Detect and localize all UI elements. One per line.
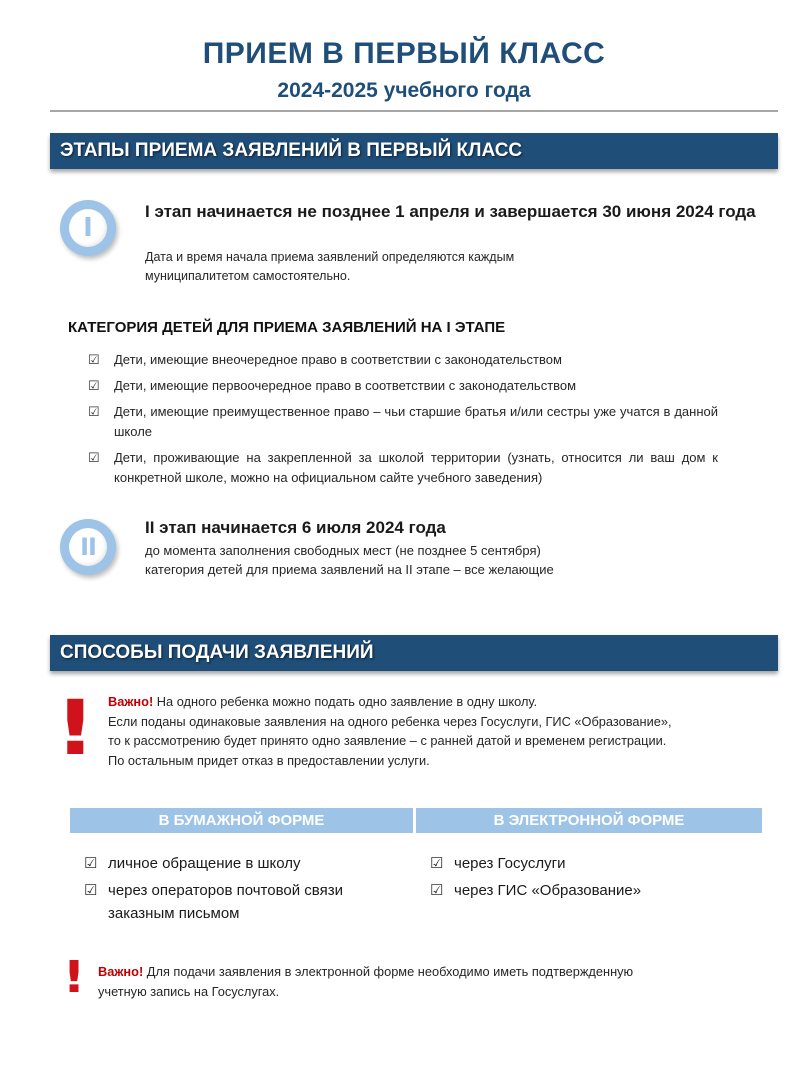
electronic-form-header: В ЭЛЕКТРОННОЙ ФОРМЕ [416, 808, 762, 833]
warning-two-line: учетную запись на Госуслугах. [98, 983, 280, 999]
warning-one-text [108, 692, 778, 770]
warning-one-line: На одного ребенка можно подать одно заявление в одну школу. [153, 694, 538, 709]
paper-method-text: через операторов почтовой связи заказным письмом [108, 882, 343, 922]
warning-one-line: По остальным придет отказ в предоставлении услуги. [108, 752, 430, 768]
title-divider [50, 110, 778, 112]
category-item [88, 350, 718, 370]
stage-one-roman-icon [60, 200, 116, 256]
section-heading-methods: СПОСОБЫ ПОДАЧИ ЗАЯВЛЕНИЙ [60, 642, 374, 663]
checkbox-checked-icon: ☑ [84, 882, 98, 899]
checkbox-checked-icon: ☑ [88, 404, 100, 419]
important-label: Важно! [98, 964, 144, 979]
warning-two-text [98, 962, 778, 1001]
stage-one-heading: I этап начинается не позднее 1 апреля и завершается 30 июня 2024 года [145, 202, 756, 221]
checkbox-checked-icon: ☑ [430, 882, 444, 899]
paper-method-item [84, 879, 364, 925]
stage-one-desc-line: муниципалитетом самостоятельно. [145, 269, 351, 283]
paper-method-item [84, 852, 364, 875]
categories-heading: КАТЕГОРИЯ ДЕТЕЙ ДЛЯ ПРИЕМА ЗАЯВЛЕНИЙ НА I ЭТАПЕ [68, 319, 506, 336]
warning-two-line: Для подачи заявления в электронной форме необходимо иметь подтвержденную [143, 964, 634, 979]
exclamation-warning-icon: ! [54, 683, 97, 772]
paper-method-text: личное обращение в школу [108, 855, 301, 872]
category-text: Дети, проживающие на закрепленной за школой территории (узнать, относится ли ваш дом к конкретной школе, можно на официальном сайте учебного заведения) [114, 450, 718, 485]
electronic-method-item [430, 852, 750, 875]
warning-one-line: Если поданы одинаковые заявления на одного ребенка через Госуслуги, ГИС «Образование», [108, 713, 672, 729]
checkbox-checked-icon: ☑ [88, 378, 100, 393]
checkbox-checked-icon: ☑ [88, 450, 100, 465]
stage-one-description [145, 248, 514, 286]
category-item [88, 376, 718, 396]
category-text: Дети, имеющие преимущественное право – чьи старшие братья и/или сестры уже учатся в данной школе [114, 404, 718, 439]
category-item [88, 448, 718, 488]
electronic-method-item [430, 879, 750, 902]
electronic-method-text: через Госуслуги [454, 855, 566, 872]
checkbox-checked-icon: ☑ [430, 855, 444, 872]
page-title: ПРИЕМ В ПЕРВЫЙ КЛАСС [202, 37, 606, 70]
stage-two-heading: II этап начинается 6 июля 2024 года [145, 518, 446, 537]
checkbox-checked-icon: ☑ [88, 352, 100, 367]
section-header-methods [50, 635, 778, 671]
paper-form-header: В БУМАЖНОЙ ФОРМЕ [70, 808, 413, 833]
section-header-stages [50, 133, 778, 169]
category-text: Дети, имеющие первоочередное право в соответствии с законодательством [114, 378, 577, 393]
stage-two-description [145, 541, 554, 579]
category-item [88, 402, 718, 442]
page-subtitle: 2024-2025 учебного года [277, 79, 531, 102]
stage-one-numeral: I [83, 213, 93, 243]
stage-two-roman-icon [60, 519, 116, 575]
stage-two-numeral: II [80, 533, 96, 561]
electronic-methods-list [430, 852, 750, 906]
category-text: Дети, имеющие внеочередное право в соответствии с законодательством [114, 352, 562, 367]
warning-one-line: то к рассмотрению будет принято одно заявление – с ранней датой и временем регистрации. [108, 733, 667, 748]
checkbox-checked-icon: ☑ [84, 855, 98, 872]
stage-two-desc-line: до момента заполнения свободных мест (не позднее 5 сентября) [145, 543, 541, 558]
exclamation-warning-icon: ! [62, 952, 86, 1003]
categories-list [88, 350, 718, 494]
paper-methods-list [84, 852, 364, 929]
stage-one-desc-line: Дата и время начала приема заявлений определяются каждым [145, 250, 515, 264]
important-label: Важно! [108, 694, 154, 709]
electronic-method-text: через ГИС «Образование» [454, 882, 642, 899]
section-heading-stages: ЭТАПЫ ПРИЕМА ЗАЯВЛЕНИЙ В ПЕРВЫЙ КЛАСС [60, 140, 523, 161]
stage-two-desc-line: категория детей для приема заявлений на II этапе – все желающие [145, 562, 554, 577]
